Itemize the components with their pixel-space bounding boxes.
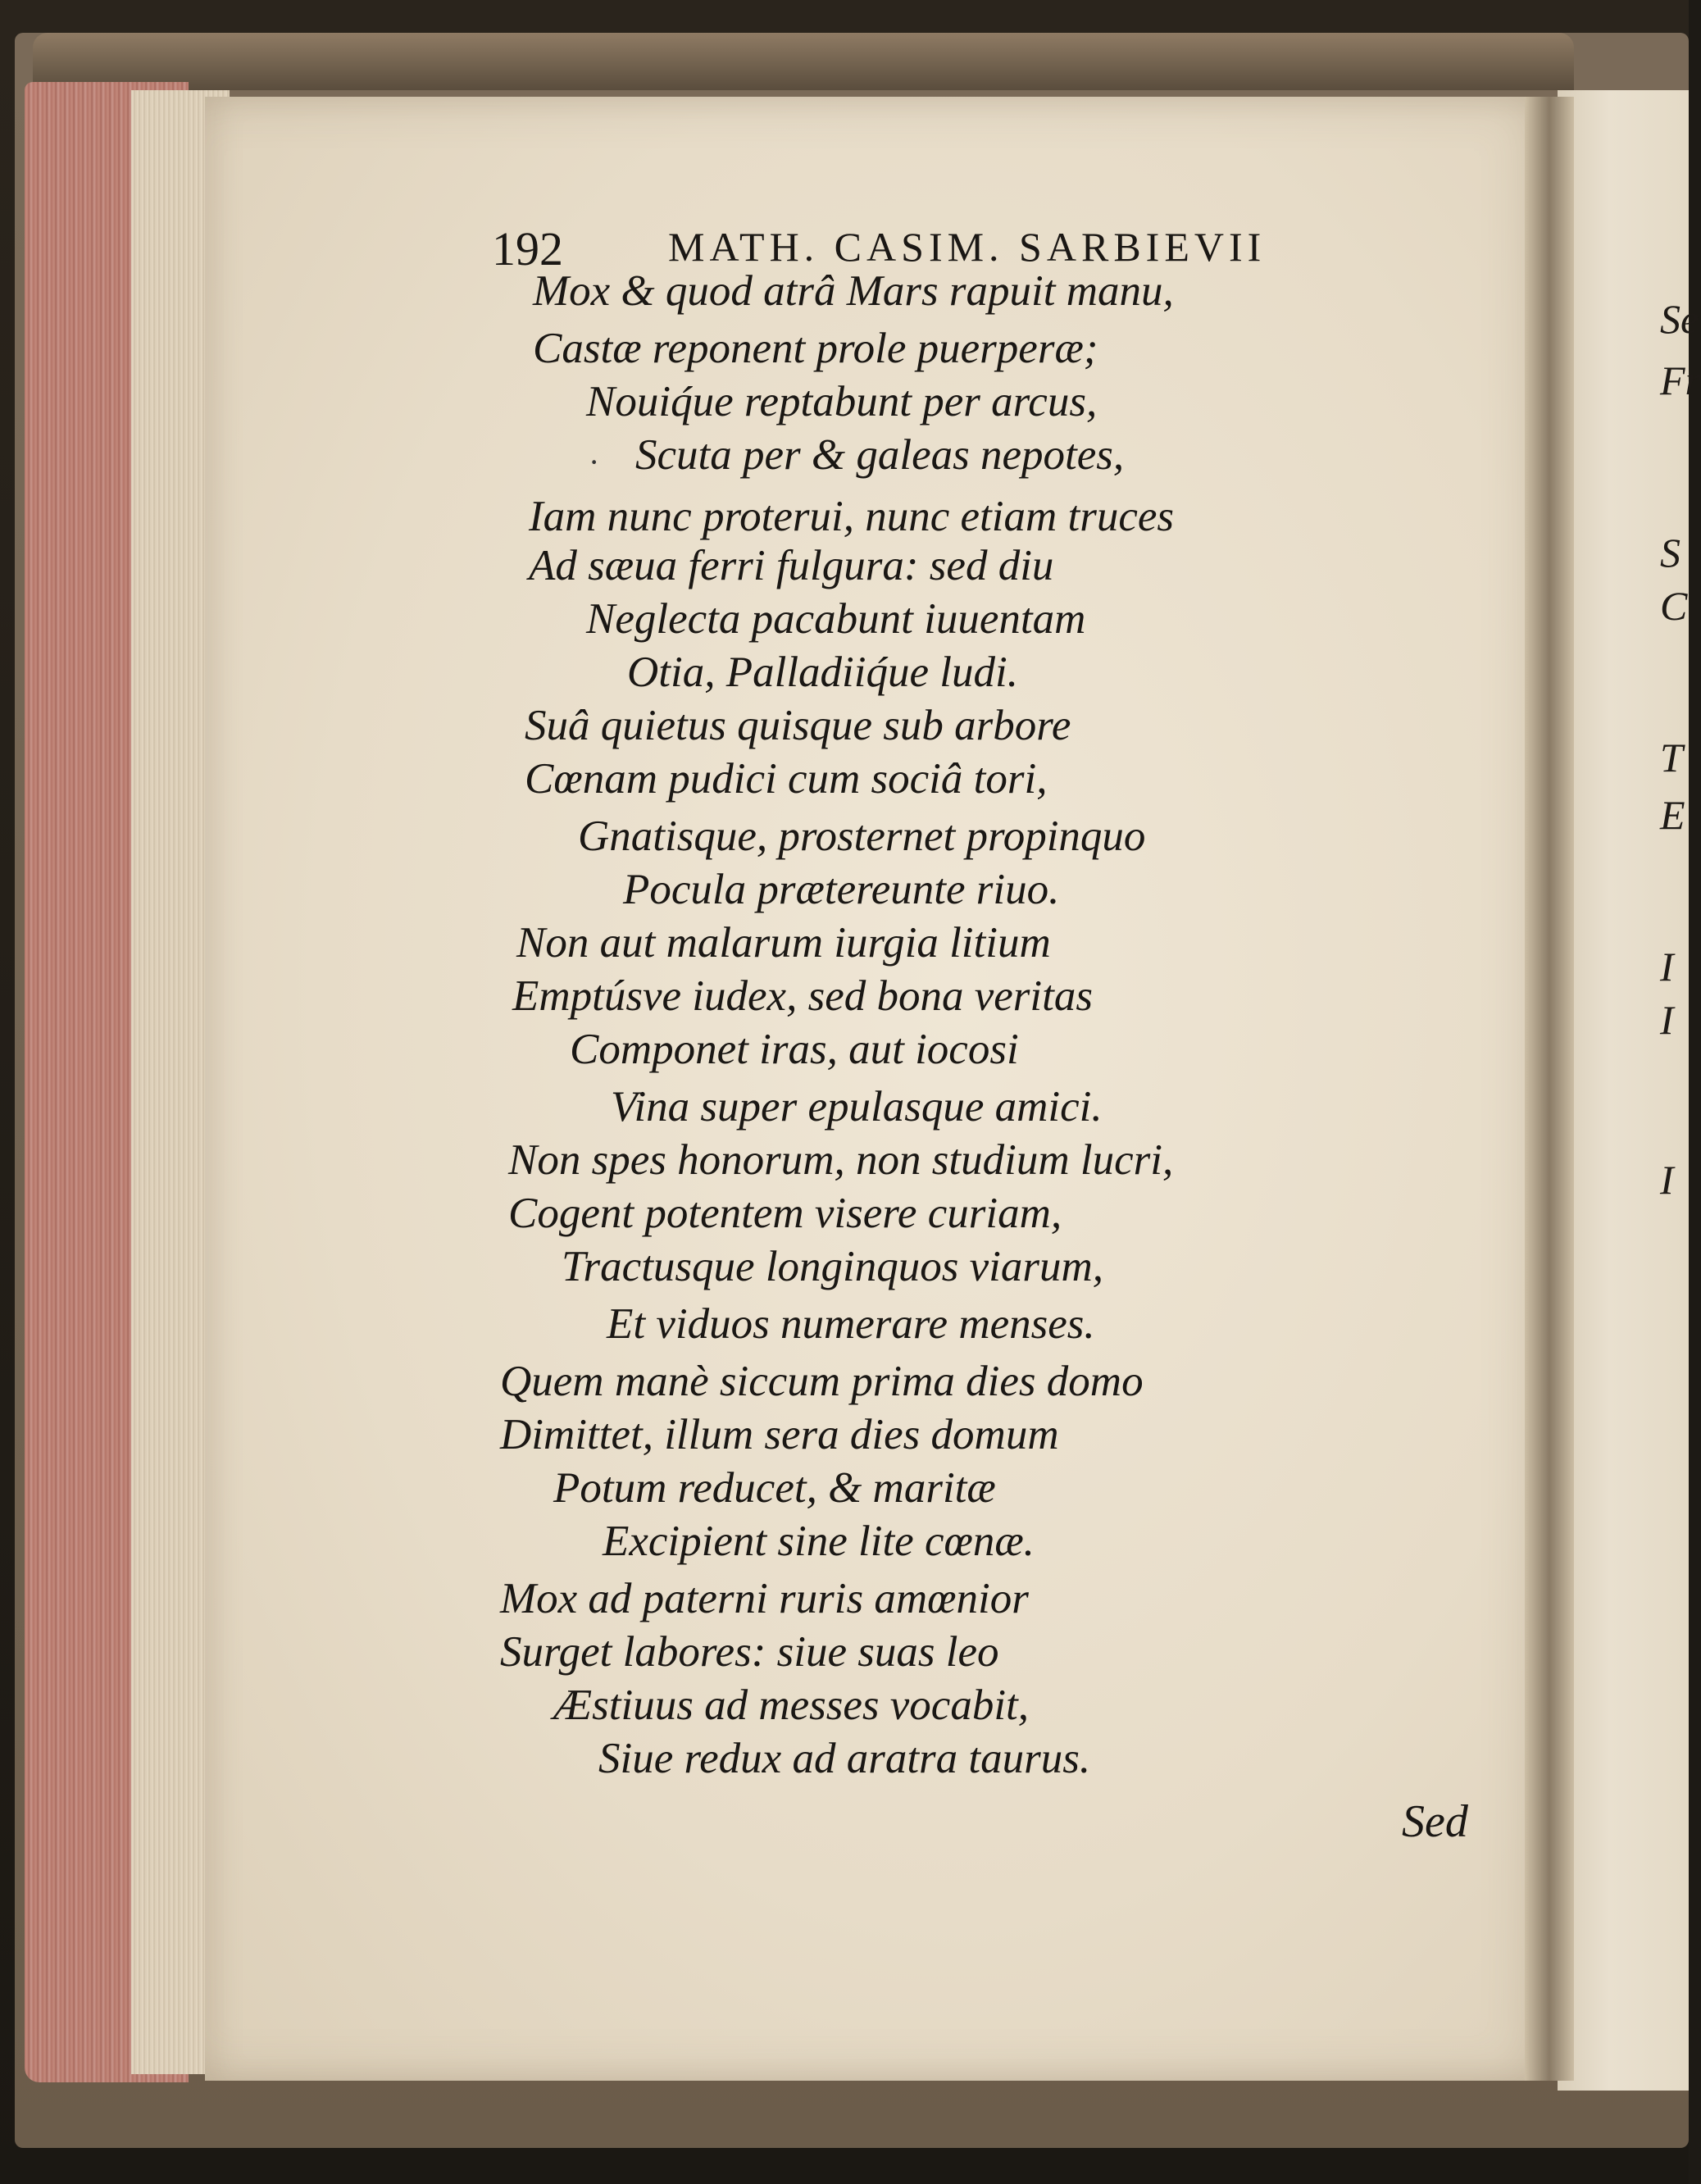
facing-page — [1558, 90, 1701, 2091]
verse-line: Tractusque longinquos viarum, — [562, 1243, 1104, 1290]
book-spine-top — [33, 33, 1574, 90]
verse-line: Non aut malarum iurgia litium — [516, 919, 1051, 967]
verse-line: Suâ quietus quisque sub arbore — [525, 702, 1071, 749]
facing-page-fragment: C — [1660, 583, 1688, 629]
facing-page-fragment: I — [1660, 997, 1674, 1043]
facing-page-fragment: I — [1660, 944, 1674, 990]
printer-mark: · — [589, 444, 600, 480]
verse-line: Castæ reponent prole puerperæ; — [533, 325, 1098, 372]
verse-line: Surget labores: siue suas leo — [500, 1628, 999, 1676]
facing-page-fragment: S — [1660, 530, 1681, 576]
verse-line: Gnatisque, prosternet propinquo — [578, 812, 1146, 860]
verse-line: Mox & quod atrâ Mars rapuit manu, — [533, 267, 1174, 315]
verse-line: Emptúsve iudex, sed bona veritas — [512, 972, 1093, 1020]
verse-line: Componet iras, aut iocosi — [570, 1026, 1019, 1073]
verse-line: Cœnam pudici cum sociâ tori, — [525, 755, 1048, 803]
verse-line: Neglecta pacabunt iuuentam — [586, 595, 1086, 643]
book-gutter — [1525, 97, 1574, 2081]
facing-page-fragment: Se — [1660, 296, 1699, 342]
catchword: Sed — [1402, 1796, 1468, 1847]
verse-line: Ad sæua ferri fulgura: sed diu — [529, 542, 1054, 589]
facing-page-fragment: I — [1660, 1157, 1674, 1203]
verse-line: Vina super epulasque amici. — [611, 1083, 1103, 1131]
verse-line: Siue redux ad aratra taurus. — [598, 1735, 1091, 1782]
verse-line: Pocula prætereunte riuo. — [623, 866, 1060, 913]
verse-line: Iam nunc proterui, nunc etiam truces — [529, 493, 1175, 540]
facing-page-fragment: Fr — [1660, 357, 1701, 403]
verse-line: Excipient sine lite cœnæ. — [603, 1517, 1035, 1565]
verse-line: Quem manè siccum prima dies domo — [500, 1358, 1144, 1405]
verse-line: Non spes honorum, non studium lucri, — [508, 1136, 1174, 1184]
verse-line: Æstiuus ad messes vocabit, — [553, 1681, 1030, 1729]
page-number: 192 — [492, 222, 563, 275]
running-head: MATH. CASIM. SARBIEVII — [668, 224, 1267, 270]
facing-page-fragment: T — [1660, 735, 1683, 780]
verse-line: Nouiq́ue reptabunt per arcus, — [586, 378, 1098, 425]
verse-line: Scuta per & galeas nepotes, — [635, 431, 1125, 479]
verse-line: Potum reducet, & maritæ — [553, 1464, 996, 1512]
verse-line: Mox ad paterni ruris amœnior — [500, 1575, 1029, 1622]
verse-line: Et viduos numerare menses. — [607, 1300, 1095, 1348]
facing-page-fragment: E — [1660, 792, 1685, 838]
verse-line: Dimittet, illum sera dies domum — [500, 1411, 1059, 1458]
verse-line: Otia, Palladiiq́ue ludi. — [627, 648, 1018, 696]
verse-line: Cogent potentem visere curiam, — [508, 1190, 1062, 1237]
